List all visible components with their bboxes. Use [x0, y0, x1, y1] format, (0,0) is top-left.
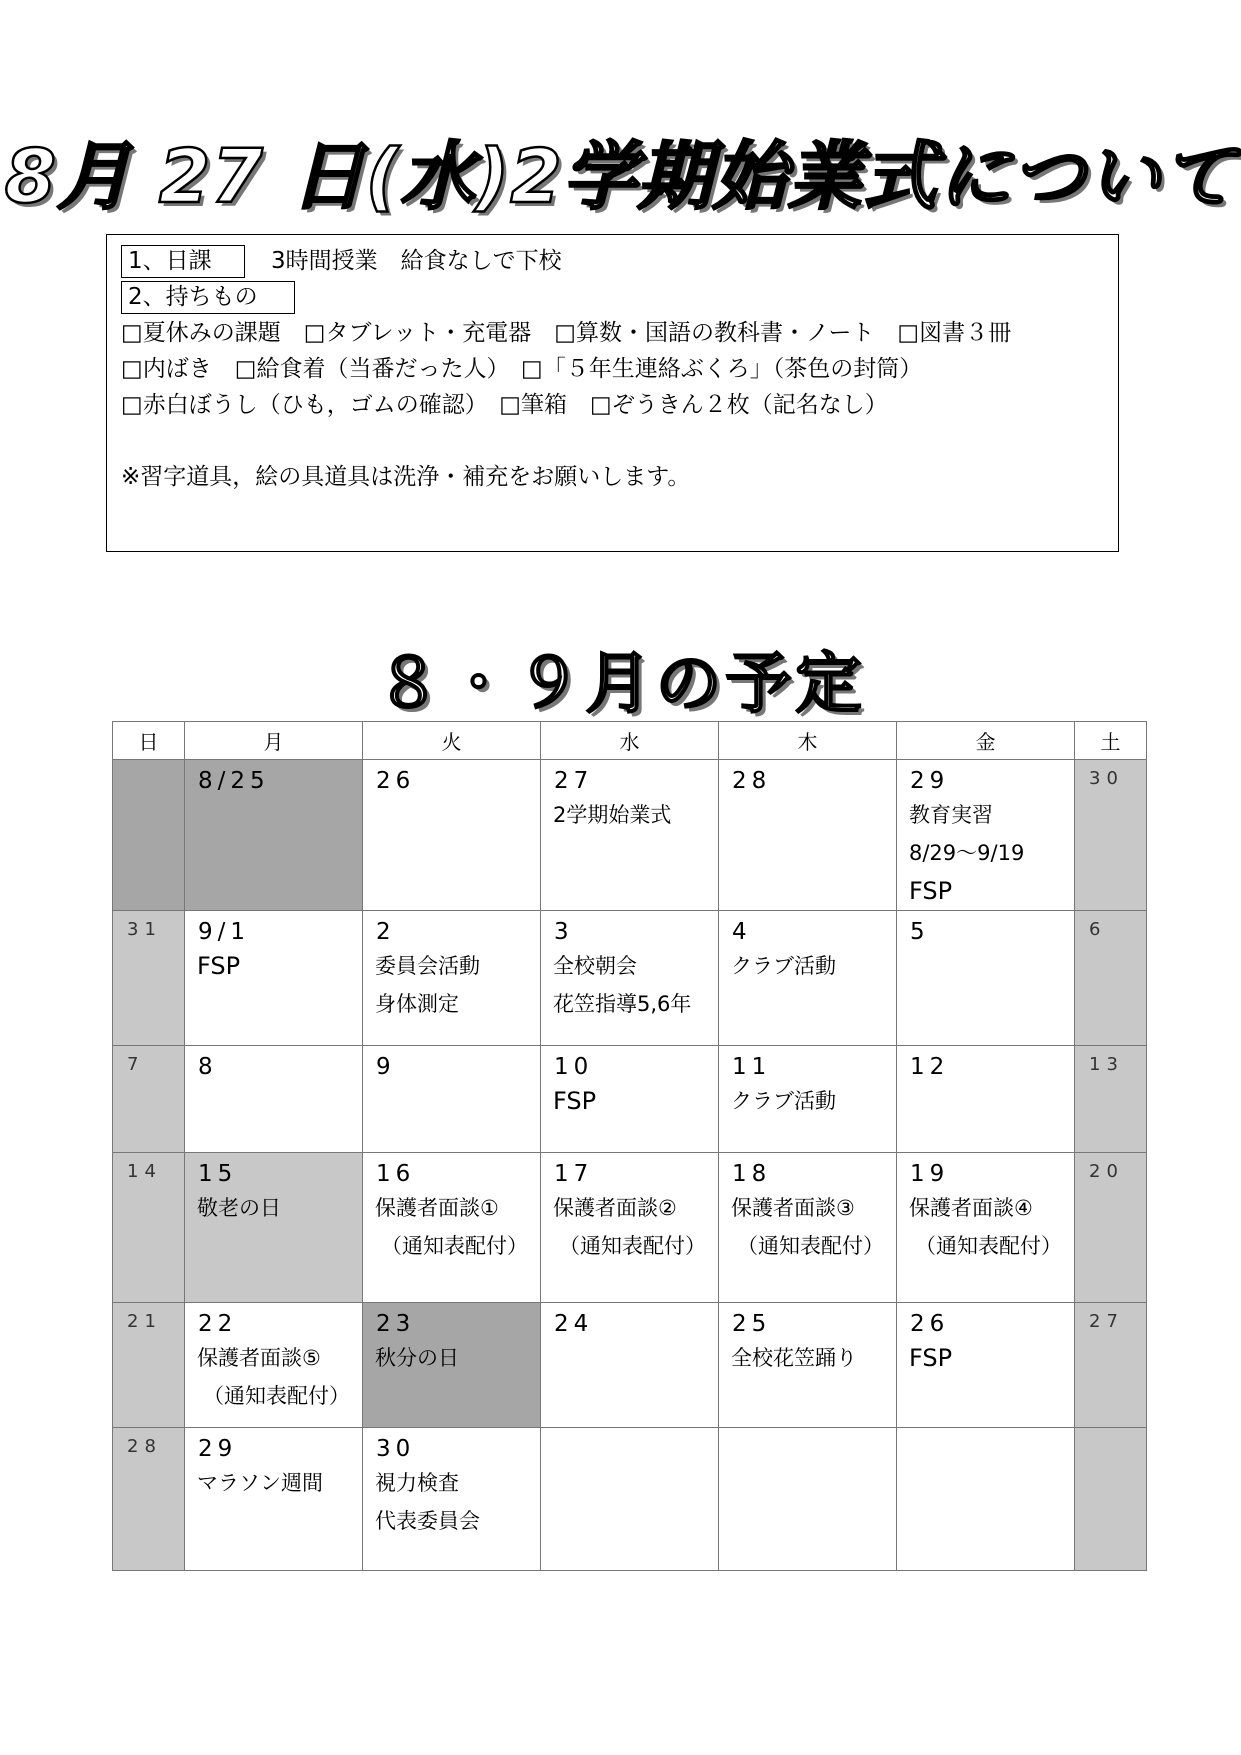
event-text: FSP [909, 877, 953, 905]
item2-label: 2、持ちもの [121, 281, 295, 314]
belongings-line-2: □内ばき □給食着（当番だった人） □「５年生連絡ぶくろ」（茶色の封筒） [121, 356, 923, 382]
event-text: （通知表配付） [737, 1234, 884, 1258]
day-number: 22 [198, 1311, 238, 1337]
weekday-header-row [113, 722, 1147, 760]
day-number: 28 [732, 768, 772, 794]
calendar-week-row [113, 1153, 1147, 1303]
event-text: 保護者面談⑤ [197, 1346, 321, 1370]
calendar-day-cell [541, 760, 719, 911]
calendar-day-cell [185, 911, 363, 1046]
event-text: 全校朝会 [553, 954, 637, 978]
schedule-row [121, 243, 1104, 279]
day-number: 10 [554, 1054, 594, 1080]
event-text: （通知表配付） [203, 1384, 350, 1408]
event-text: クラブ活動 [731, 1089, 836, 1113]
calendar-day-cell [113, 760, 185, 911]
calendar-day-cell [719, 1303, 897, 1428]
event-text: 秋分の日 [375, 1346, 459, 1370]
weekday-header: 水 [541, 722, 719, 760]
calendar-day-cell [541, 1428, 719, 1571]
weekday-header: 木 [719, 722, 897, 760]
calendar-day-cell [719, 1153, 897, 1303]
calendar-day-cell [113, 1153, 185, 1303]
event-text: （通知表配付） [381, 1234, 528, 1258]
day-number: 11 [732, 1054, 772, 1080]
calendar-day-cell [185, 760, 363, 911]
event-text: 敬老の日 [197, 1196, 281, 1220]
calendar-day-cell [113, 1428, 185, 1571]
event-text: 保護者面談② [553, 1196, 677, 1220]
calendar-day-cell [1075, 1303, 1147, 1428]
day-number: 30 [376, 1436, 416, 1462]
weekday-header: 金 [897, 722, 1075, 760]
calendar-day-cell [1075, 911, 1147, 1046]
day-number: 8/25 [198, 768, 270, 794]
calendar-week-row [113, 911, 1147, 1046]
calendar-week-row [113, 1303, 1147, 1428]
day-number: 19 [910, 1161, 950, 1187]
calendar-day-cell [541, 1046, 719, 1153]
day-number: 14 [127, 1161, 162, 1182]
calendar-day-cell [897, 1428, 1075, 1571]
day-number: 9/1 [198, 919, 251, 945]
day-number: 29 [910, 768, 950, 794]
belongings-line-1: □夏休みの課題 □タブレット・充電器 □算数・国語の教科書・ノート □図書３冊 [121, 320, 1012, 346]
event-text: 視力検査 [375, 1471, 459, 1495]
day-number: 4 [732, 919, 752, 945]
calendar-day-cell [1075, 1428, 1147, 1571]
event-text: 保護者面談① [375, 1196, 499, 1220]
event-text: 花笠指導5,6年 [553, 992, 692, 1016]
day-number: 15 [198, 1161, 238, 1187]
calendar-week-row [113, 760, 1147, 911]
page-title: 8月 27 日(水)2学期始業式について [4, 134, 1237, 220]
day-number: 27 [554, 768, 594, 794]
event-text: FSP [197, 952, 241, 980]
event-text: （通知表配付） [559, 1234, 706, 1258]
calendar-day-cell [897, 760, 1075, 911]
day-number: 30 [1089, 768, 1124, 789]
day-number: 28 [127, 1436, 162, 1457]
event-text: 全校花笠踊り [731, 1346, 857, 1370]
calendar-day-cell [897, 1303, 1075, 1428]
day-number: 26 [910, 1311, 950, 1337]
calendar-day-cell [719, 1046, 897, 1153]
day-number: 13 [1089, 1054, 1124, 1075]
event-text: 保護者面談④ [909, 1196, 1033, 1220]
day-number: 23 [376, 1311, 416, 1337]
day-number: 7 [127, 1054, 145, 1075]
event-text: 2学期始業式 [553, 803, 672, 827]
calendar-week-row [113, 1428, 1147, 1571]
calendar-day-cell [897, 1046, 1075, 1153]
calendar-day-cell [113, 1303, 185, 1428]
weekday-header: 土 [1075, 722, 1147, 760]
weekday-header: 日 [113, 722, 185, 760]
day-number: 5 [910, 919, 930, 945]
calendar-day-cell [1075, 1153, 1147, 1303]
calendar-day-cell [363, 1428, 541, 1571]
calendar-day-cell [363, 1153, 541, 1303]
day-number: 8 [198, 1054, 218, 1080]
calendar-day-cell [185, 1153, 363, 1303]
event-text: マラソン週間 [197, 1471, 323, 1495]
calendar-day-cell [541, 911, 719, 1046]
schedule-title: ８・９月の予定 [375, 645, 866, 722]
event-text: FSP [909, 1344, 953, 1372]
calendar-day-cell [363, 1303, 541, 1428]
day-number: 31 [127, 919, 162, 940]
weekday-header: 火 [363, 722, 541, 760]
calendar-day-cell [1075, 1046, 1147, 1153]
calendar-day-cell [113, 1046, 185, 1153]
calendar-day-cell [113, 911, 185, 1046]
belongings-line-3: □赤白ぼうし（ひも，ゴムの確認） □筆箱 □ぞうきん２枚（記名なし） [121, 392, 888, 418]
event-text: 代表委員会 [375, 1509, 480, 1533]
day-number: 3 [554, 919, 574, 945]
event-text: 身体測定 [375, 992, 459, 1016]
calendar-day-cell [363, 911, 541, 1046]
item1-text: 3時間授業 給食なしで下校 [271, 248, 562, 274]
day-number: 16 [376, 1161, 416, 1187]
calendar-day-cell [719, 1428, 897, 1571]
calendar-day-cell [897, 911, 1075, 1046]
item1-label: 1、日課 [121, 245, 245, 278]
event-text: （通知表配付） [915, 1234, 1062, 1258]
day-number: 12 [910, 1054, 950, 1080]
event-text: FSP [553, 1087, 597, 1115]
weekday-header: 月 [185, 722, 363, 760]
event-text: 教育実習 [909, 803, 993, 827]
day-number: 20 [1089, 1161, 1124, 1182]
day-number: 2 [376, 919, 396, 945]
calendar-day-cell [541, 1153, 719, 1303]
calendar-day-cell [1075, 760, 1147, 911]
note-text: ※習字道具，絵の具道具は洗浄・補充をお願いします。 [121, 464, 691, 490]
calendar-day-cell [719, 760, 897, 911]
day-number: 29 [198, 1436, 238, 1462]
event-text: 保護者面談③ [731, 1196, 855, 1220]
day-number: 6 [1089, 919, 1107, 940]
day-number: 24 [554, 1311, 594, 1337]
calendar-day-cell [363, 1046, 541, 1153]
day-number: 17 [554, 1161, 594, 1187]
event-text: 委員会活動 [375, 954, 480, 978]
calendar-table [112, 721, 1147, 1571]
calendar-day-cell [541, 1303, 719, 1428]
calendar-day-cell [185, 1428, 363, 1571]
calendar-day-cell [185, 1046, 363, 1153]
info-box [106, 234, 1119, 552]
belongings-row [121, 279, 1104, 315]
day-number: 27 [1089, 1311, 1124, 1332]
calendar-day-cell [719, 911, 897, 1046]
day-number: 18 [732, 1161, 772, 1187]
day-number: 26 [376, 768, 416, 794]
event-text: 8/29～9/19 [909, 841, 1025, 865]
day-number: 9 [376, 1054, 396, 1080]
event-text: クラブ活動 [731, 954, 836, 978]
day-number: 25 [732, 1311, 772, 1337]
calendar-day-cell [185, 1303, 363, 1428]
day-number: 21 [127, 1311, 162, 1332]
calendar-day-cell [897, 1153, 1075, 1303]
calendar-day-cell [363, 760, 541, 911]
calendar-week-row [113, 1046, 1147, 1153]
